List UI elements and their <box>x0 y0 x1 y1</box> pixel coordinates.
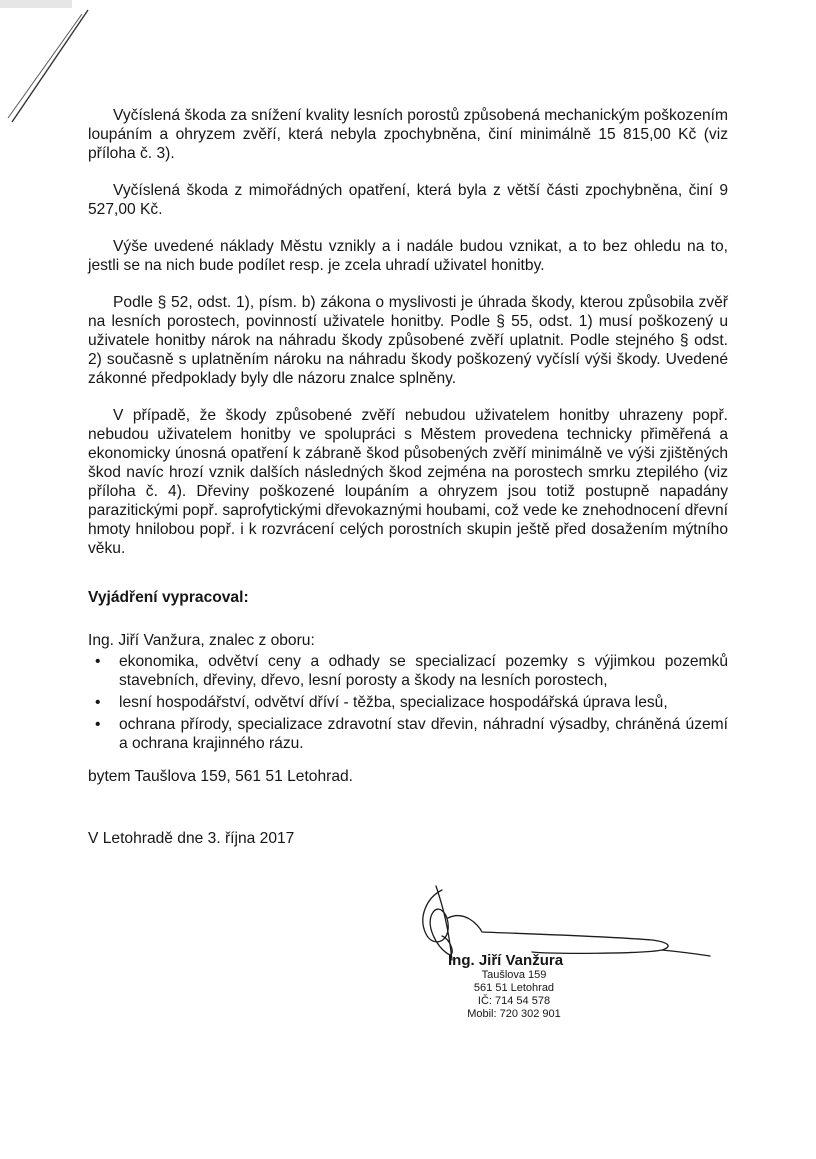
list-item <box>95 715 728 753</box>
document-body <box>88 106 728 848</box>
author-line: Ing. Jiří Vanžura, znalec z oboru: <box>88 632 315 649</box>
paragraph-costs: Výše uvedené náklady Městu vznikly a i nadále budou vznikat, a to bez ohledu na to, jestli se na nich bude podílet resp. je zcela uhradí uživatel honitby. <box>88 238 728 274</box>
stamp-name: Ing. Jiří Vanžura <box>448 952 564 969</box>
section-heading: Vyjádření vypracoval: <box>88 589 249 606</box>
list-item-text: ochrana přírody, specializace zdravotní stav dřevin, náhradní výsadby, chráněná území a ochrana krajinného rázu. <box>119 716 728 752</box>
place-date: V Letohradě dne 3. října 2017 <box>88 830 295 847</box>
list-item <box>95 652 728 690</box>
list-item-text: ekonomika, odvětví ceny a odhady se specializací pozemky s výjimkou pozemků stavebních, dřeviny, dřevo, lesní porosty a škody na lesních porostech, <box>119 653 728 689</box>
author-stamp <box>438 952 598 1021</box>
paragraph-legal-basis: Podle § 52, odst. 1), písm. b) zákona o myslivosti je úhrada škody, kterou způsobila zvěř na lesních porostech, povinností uživatele honitby. Podle § 55, odst. 1) musí poškozený u uživatele honitby nárok na náhradu škody způsobené zvěří uplatnit. Podle stejného § odst. 2) současně s uplatněním nároku na náhradu škody poškozený vyčíslí výši škody. Uvedené zákonné předpoklady byly dle názoru znalce splněny. <box>88 294 728 387</box>
expert-fields-list <box>88 652 728 753</box>
bullet-icon: • <box>95 716 101 733</box>
paragraph-damage-extraordinary: Vyčíslená škoda z mimořádných opatření, která byla z větší části zpochybněna, činí 9 527,00 Kč. <box>88 182 728 218</box>
address-line: bytem Taušlova 159, 561 51 Letohrad. <box>88 768 353 785</box>
paragraph-damage-quality: Vyčíslená škoda za snížení kvality lesních porostů způsobená mechanickým poškozením loupáním a ohryzem zvěří, která nebyla zpochybněna, činí minimálně 15 815,00 Kč (viz příloha č. 3). <box>88 107 728 162</box>
bullet-icon: • <box>95 694 101 711</box>
stamp-street: Taušlova 159 <box>481 969 547 981</box>
paragraph-consequences: V případě, že škody způsobené zvěří nebudou uživatelem honitby uhrazeny popř. nebudou uživatelem honitby ve spolupráci s Městem provedena technicky přiměřená a ekonomicky únosná opatření k zábraně škod působených zvěří minimálně ve výši zjištěných škod navíc hrozí vznik dalších následných škod zejména na porostech smrku ztepilého (viz příloha č. 4). Dřeviny poškozené loupáním a ohryzem jsou totiž postupně napadány parazitickými popř. saprofytickými dřevokaznými houbami, což vede ke znehodnocení dřevní hmoty hnilobou popř. i k rozvrácení celých porostních skupin ještě před dosažením mýtního věku. <box>88 407 728 557</box>
stamp-mobile: Mobil: 720 302 901 <box>467 1008 561 1020</box>
scan-edge-line <box>0 0 100 130</box>
list-item <box>95 693 728 712</box>
stamp-city: 561 51 Letohrad <box>473 982 555 994</box>
stamp-ic: IČ: 714 54 578 <box>477 995 551 1007</box>
bullet-icon: • <box>95 653 101 670</box>
list-item-text: lesní hospodářství, odvětví dříví - těžba, specializace hospodářská úprava lesů, <box>119 694 668 711</box>
